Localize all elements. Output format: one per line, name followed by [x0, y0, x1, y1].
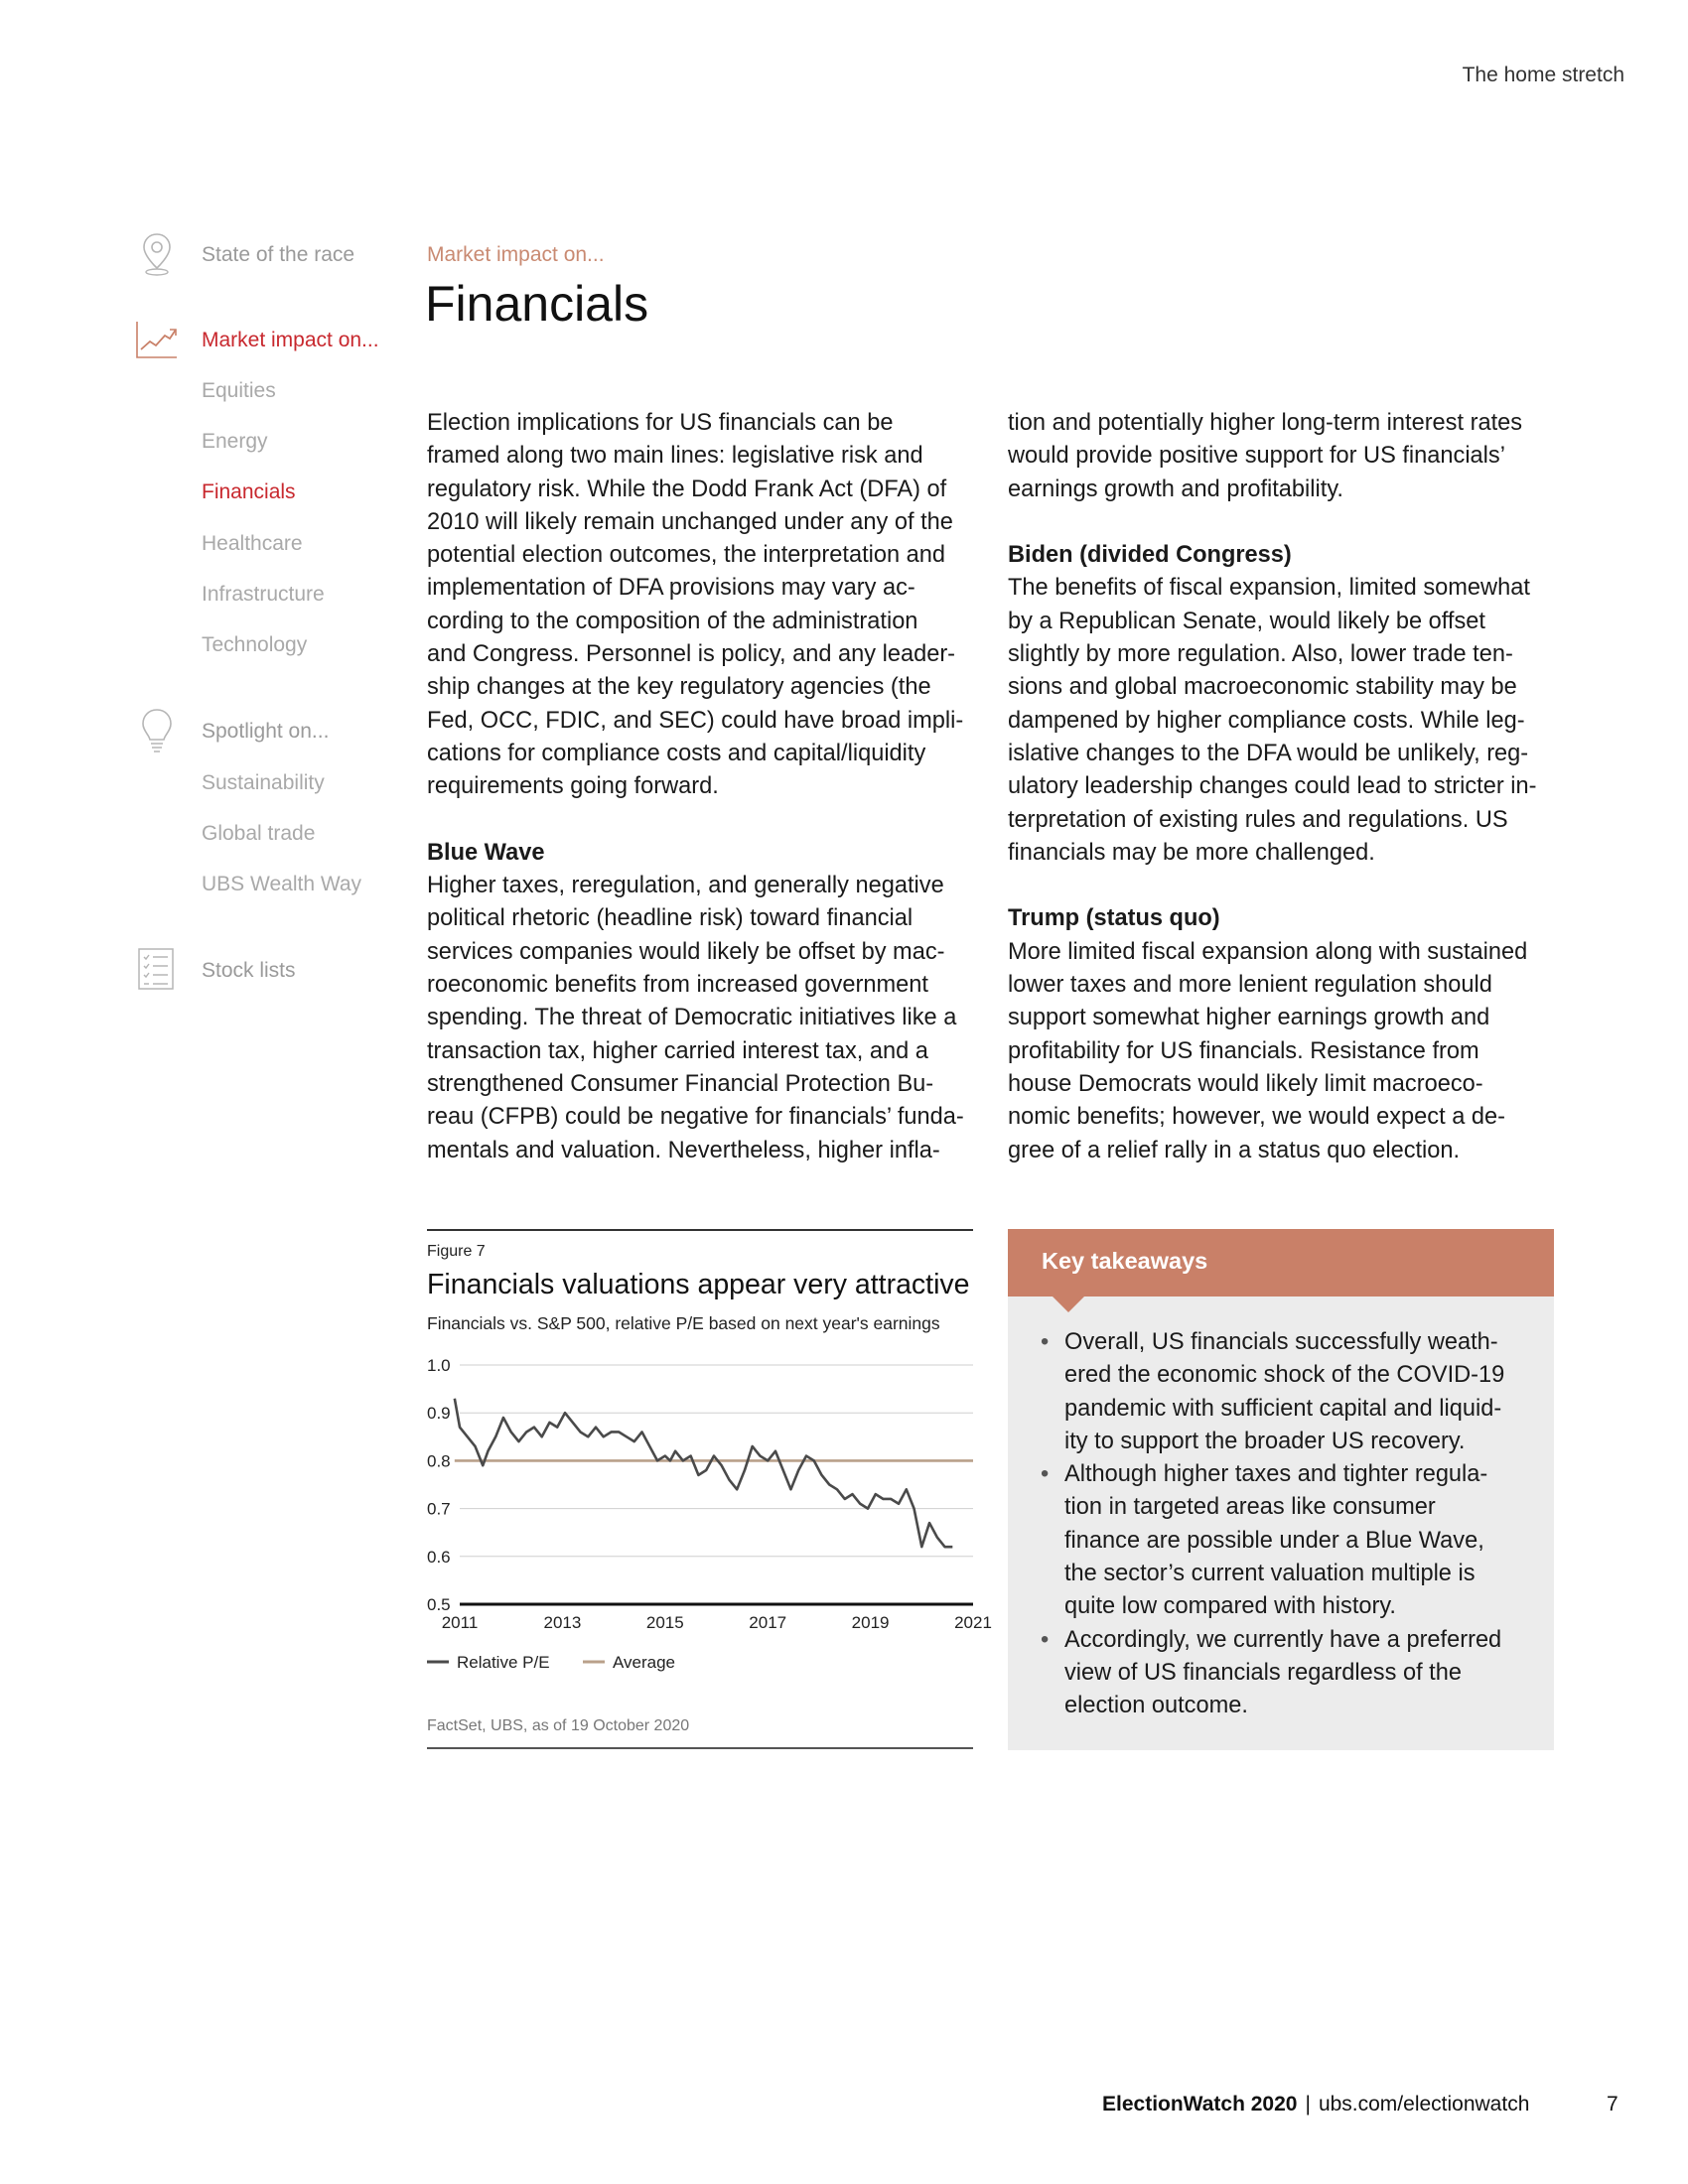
biden-heading: Biden (divided Congress): [1008, 542, 1292, 569]
text-line: More limited fiscal expansion along with sustained: [1008, 938, 1528, 965]
x-tick-label: 2017: [749, 1613, 787, 1632]
text-line: strengthened Consumer Financial Protection Bu-: [427, 1070, 934, 1097]
key-takeaways-list: [1038, 1326, 1539, 1723]
takeaway-line: • Accordingly, we currently have a preferred: [1064, 1626, 1502, 1653]
text-line: slightly by more regulation. Also, lower trade ten-: [1008, 641, 1513, 668]
nav-sustainability[interactable]: Sustainability: [202, 771, 325, 794]
x-tick-label: 2013: [543, 1613, 582, 1632]
figure-bottom-rule: [427, 1747, 973, 1749]
takeaway-line: finance are possible under a Blue Wave,: [1064, 1527, 1484, 1554]
nav-stock-lists[interactable]: Stock lists: [202, 959, 296, 982]
text-line: gree of a relief rally in a status quo election.: [1008, 1137, 1461, 1163]
text-line: 2010 will likely remain unchanged under any of the: [427, 508, 953, 535]
text-line: by a Republican Senate, would likely be offset: [1008, 608, 1485, 634]
legend-label-average: Average: [613, 1653, 676, 1672]
legend-label-relative-pe: Relative P/E: [457, 1653, 550, 1672]
text-line: dampened by higher compliance costs. While leg-: [1008, 707, 1525, 734]
nav-technology[interactable]: Technology: [202, 633, 308, 656]
y-tick-label: 0.9: [427, 1404, 451, 1424]
x-tick-label: 2019: [851, 1613, 890, 1632]
text-line: spending. The threat of Democratic initiatives like a: [427, 1005, 957, 1031]
trump-heading: Trump (status quo): [1008, 905, 1220, 932]
key-takeaways-title: Key takeaways: [1042, 1248, 1208, 1274]
nav-healthcare[interactable]: Healthcare: [202, 532, 303, 555]
nav-state-of-race[interactable]: State of the race: [202, 243, 355, 266]
figure-source: FactSet, UBS, as of 19 October 2020: [427, 1717, 690, 1734]
text-line: ulatory leadership changes could lead to stricter in-: [1008, 773, 1537, 800]
text-line: sions and global macroeconomic stability may be: [1008, 674, 1517, 701]
text-line: The benefits of fiscal expansion, limited somewhat: [1008, 575, 1530, 602]
text-line: cations for compliance costs and capital/liquidity: [427, 740, 926, 766]
blue-wave-paragraph-cont: [1008, 407, 1556, 506]
takeaway-line: view of US financials regardless of the: [1064, 1659, 1462, 1686]
checklist-icon: [135, 945, 179, 993]
takeaway-line: ity to support the broader US recovery.: [1064, 1428, 1466, 1454]
text-line: earnings growth and profitability.: [1008, 476, 1343, 502]
text-line: cording to the composition of the administration: [427, 608, 918, 634]
body-column-right: [1008, 407, 1556, 1167]
text-line: potential election outcomes, the interpretation and: [427, 542, 946, 569]
takeaway-line: quite low compared with history.: [1064, 1593, 1396, 1620]
text-line: transaction tax, higher carried interest tax, and a: [427, 1037, 928, 1064]
trump-paragraph: [1008, 936, 1556, 1167]
text-line: Election implications for US financials can be: [427, 410, 894, 436]
y-tick-label: 0.5: [427, 1595, 451, 1614]
takeaway-line: ered the economic shock of the COVID-19: [1064, 1362, 1505, 1389]
page-footer: [1102, 2093, 1529, 2116]
nav-energy[interactable]: Energy: [202, 430, 268, 453]
nav-equities[interactable]: Equities: [202, 379, 276, 402]
text-line: implementation of DFA provisions may vary ac-: [427, 575, 915, 602]
text-line: nomic benefits; however, we would expect a de-: [1008, 1104, 1505, 1131]
text-line: framed along two main lines: legislative risk and: [427, 443, 923, 470]
text-line: requirements going forward.: [427, 773, 719, 800]
text-line: profitability for US financials. Resistance from: [1008, 1037, 1479, 1064]
takeaway-line: tion in targeted areas like consumer: [1064, 1494, 1436, 1521]
y-tick-label: 0.7: [427, 1499, 451, 1519]
takeaway-line: election outcome.: [1064, 1693, 1248, 1719]
takeaway-line: • Overall, US financials successfully weath-: [1064, 1329, 1498, 1355]
takeaway-line: pandemic with sufficient capital and liquid-: [1064, 1395, 1502, 1422]
nav-infrastructure[interactable]: Infrastructure: [202, 583, 325, 606]
takeaway-line: the sector’s current valuation multiple is: [1064, 1561, 1476, 1587]
x-tick-label: 2011: [441, 1613, 479, 1632]
text-line: islative changes to the DFA would be unlikely, reg-: [1008, 740, 1529, 766]
text-line: house Democrats would likely limit macroeco-: [1008, 1070, 1483, 1097]
footer-separator: |: [1305, 2093, 1311, 2116]
y-tick-label: 0.6: [427, 1547, 451, 1567]
section-eyebrow: Market impact on...: [427, 243, 605, 266]
location-pin-icon: [135, 230, 179, 278]
text-line: would provide positive support for US financials’: [1008, 443, 1505, 470]
running-header: The home stretch: [1462, 64, 1624, 86]
nav-global-trade[interactable]: Global trade: [202, 822, 316, 845]
text-line: reau (CFPB) could be negative for financials’ funda-: [427, 1104, 964, 1131]
figure-top-rule: [427, 1229, 973, 1231]
text-line: and Congress. Personnel is policy, and any leader-: [427, 641, 956, 668]
biden-paragraph: [1008, 572, 1556, 870]
relative-pe-chart: [417, 1350, 993, 1698]
body-column-left: [427, 407, 975, 1167]
text-line: financials may be more challenged.: [1008, 839, 1375, 866]
text-line: mentals and valuation. Nevertheless, higher infla-: [427, 1137, 940, 1163]
text-line: lower taxes and more lenient regulation should: [1008, 972, 1492, 999]
text-line: tion and potentially higher long-term interest rates: [1008, 410, 1523, 436]
intro-paragraph: [427, 407, 975, 804]
figure-label: Figure 7: [427, 1243, 486, 1260]
lightbulb-icon: [135, 707, 179, 754]
nav-market-impact[interactable]: Market impact on...: [202, 329, 379, 351]
x-tick-label: 2015: [645, 1613, 684, 1632]
figure-subtitle: Financials vs. S&P 500, relative P/E based on next year's earnings: [427, 1313, 940, 1333]
nav-spotlight[interactable]: Spotlight on...: [202, 720, 330, 743]
key-takeaways-pointer: [1053, 1297, 1084, 1312]
text-line: terpretation of existing rules and regulations. US: [1008, 806, 1508, 833]
text-line: regulatory risk. While the Dodd Frank Act (DFA) of: [427, 476, 947, 502]
takeaway-item: [1038, 1326, 1539, 1458]
takeaway-item: [1038, 1624, 1539, 1723]
figure-title: Financials valuations appear very attractive: [427, 1269, 970, 1300]
text-line: Fed, OCC, FDIC, and SEC) could have broad impli-: [427, 707, 964, 734]
takeaway-line: • Although higher taxes and tighter regula-: [1064, 1461, 1488, 1488]
series-line-relative-pe: [455, 1399, 952, 1547]
text-line: roeconomic benefits from increased government: [427, 972, 928, 999]
publication-name: ElectionWatch 2020: [1102, 2093, 1298, 2116]
nav-financials[interactable]: Financials: [202, 480, 296, 503]
blue-wave-paragraph: [427, 870, 975, 1167]
text-line: Higher taxes, reregulation, and generally negative: [427, 873, 944, 899]
x-tick-label: 2021: [954, 1613, 992, 1632]
text-line: support somewhat higher earnings growth and: [1008, 1005, 1490, 1031]
blue-wave-heading: Blue Wave: [427, 839, 545, 866]
takeaway-item: [1038, 1458, 1539, 1623]
footer-url[interactable]: ubs.com/electionwatch: [1318, 2093, 1530, 2116]
text-line: ship changes at the key regulatory agencies (the: [427, 674, 931, 701]
text-line: services companies would likely be offset by mac-: [427, 938, 945, 965]
y-tick-label: 0.8: [427, 1451, 451, 1471]
trend-chart-icon: [135, 316, 179, 363]
page-number: 7: [1607, 2093, 1618, 2116]
y-tick-label: 1.0: [427, 1356, 451, 1375]
nav-wealth-way[interactable]: UBS Wealth Way: [202, 873, 362, 895]
text-line: political rhetoric (headline risk) toward financial: [427, 905, 914, 932]
page-title: Financials: [425, 276, 649, 332]
